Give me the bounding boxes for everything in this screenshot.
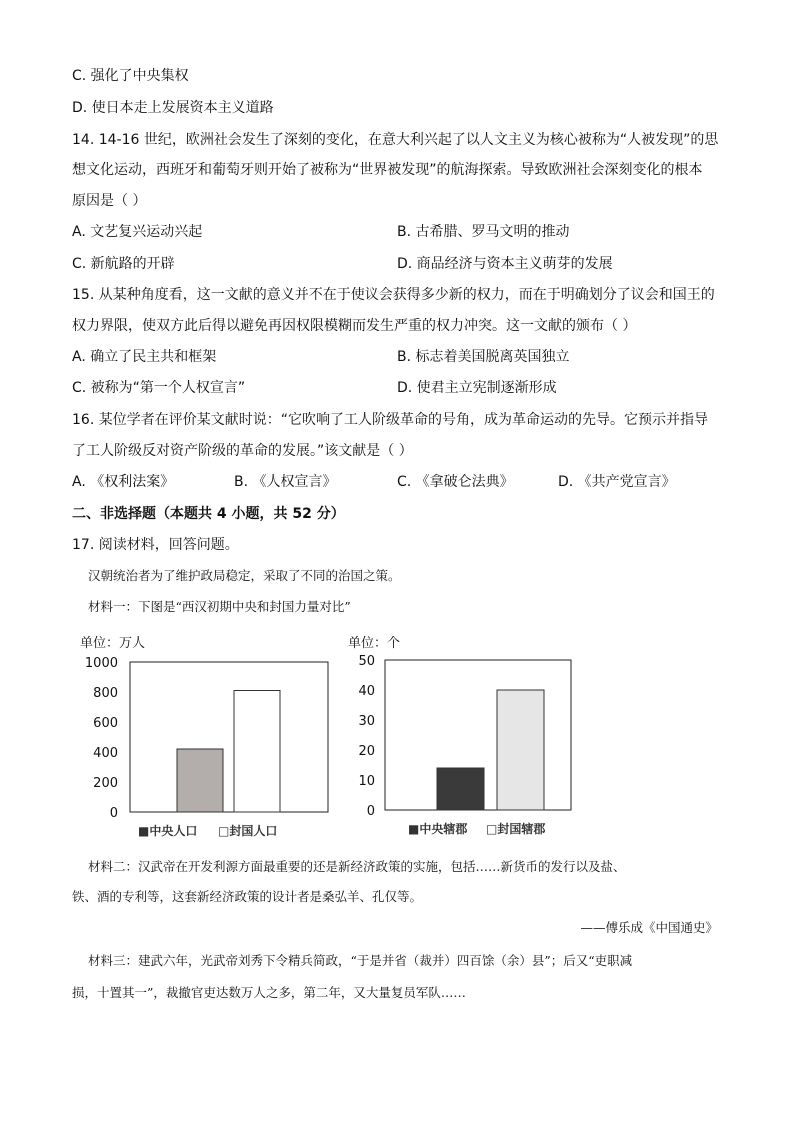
chart-1-frame — [130, 662, 328, 812]
q14-stem-line2: 想文化运动，西班牙和葡萄牙则开始了被称为“世界被发现”的航海探索。导致欧洲社会深刻变化的根本 — [72, 162, 703, 178]
q15-option-d: D. 使君主立宪制逐渐形成 — [397, 380, 557, 396]
q15-stem-line2: 权力界限，使双方此后得以避免再因权限模糊而发生严重的权力冲突。这一文献的颁布（ ） — [72, 318, 637, 334]
q14-stem-line1: 14. 14-16 世纪，欧洲社会发生了深刻的变化，在意大利兴起了以人文主义为核心被称为“人被发现”的思 — [72, 132, 719, 148]
chart-2-legend-item: ■中央辖郡 — [408, 822, 468, 836]
material-2-line1: 材料二：汉武帝在开发利源方面最重要的还是新经济政策的实施，包括……新货币的发行以及盐、 — [88, 859, 626, 874]
chart-2-bar — [497, 690, 544, 810]
section-heading: 二、非选择题（本题共 4 小题，共 52 分） — [72, 506, 345, 522]
chart-2-y-tick: 40 — [358, 684, 375, 699]
q14-option-d: D. 商品经济与资本主义萌芽的发展 — [397, 256, 613, 272]
material-2-source: ——傅乐成《中国通史》 — [580, 920, 718, 935]
q16-option-a: A. 《权利法案》 — [72, 474, 175, 490]
chart-2-y-tick: 50 — [358, 654, 375, 669]
chart-2-unit-label: 单位：个 — [348, 636, 401, 651]
q14-option-a: A. 文艺复兴运动兴起 — [72, 224, 203, 240]
material-1-caption: 材料一：下图是“西汉初期中央和封国力量对比” — [88, 599, 351, 614]
chart-2-legend-item: □封国辖郡 — [486, 822, 546, 836]
chart-1-y-tick: 1000 — [84, 656, 118, 671]
chart-1-y-tick: 400 — [93, 746, 118, 761]
q13-option-c: C. 强化了中央集权 — [72, 68, 189, 84]
q13-option-d: D. 使日本走上发展资本主义道路 — [72, 100, 274, 116]
chart-1-y-tick: 0 — [109, 806, 118, 821]
chart-2-y-tick: 0 — [366, 804, 375, 819]
q16-option-d: D. 《共产党宣言》 — [558, 474, 676, 490]
q14-option-c: C. 新航路的开辟 — [72, 256, 175, 272]
q14-stem-line3: 原因是（ ） — [72, 193, 147, 209]
q15-option-b: B. 标志着美国脱离英国独立 — [397, 349, 570, 365]
chart-1-bar — [177, 749, 223, 812]
q15-stem-line1: 15. 从某种角度看，这一文献的意义并不在于使议会获得多少新的权力，而在于明确划分了议会和国王的 — [72, 287, 715, 303]
chart-1-unit-label: 单位：万人 — [80, 636, 146, 651]
chart-2-bar — [437, 768, 484, 810]
q16-stem-line1: 16. 某位学者在评价某文献时说：“它吹响了工人阶级革命的号角，成为革命运动的先导。它预示并指导 — [72, 412, 708, 428]
chart-1-legend-item: □封国人口 — [218, 824, 278, 838]
chart-1-y-tick: 600 — [93, 716, 118, 731]
q17-stem: 17. 阅读材料，回答问题。 — [72, 537, 239, 553]
chart-1-y-tick: 200 — [93, 776, 118, 791]
q15-option-c: C. 被称为“第一个人权宣言” — [72, 380, 246, 396]
q16-option-b: B. 《人权宣言》 — [234, 474, 337, 490]
q15-option-a: A. 确立了民主共和框架 — [72, 349, 217, 365]
q14-option-b: B. 古希腊、罗马文明的推动 — [397, 224, 570, 240]
q16-option-c: C. 《拿破仑法典》 — [397, 474, 514, 490]
chart-2-frame — [385, 660, 571, 810]
chart-1-y-tick: 800 — [93, 686, 118, 701]
chart-2-y-tick: 30 — [358, 714, 375, 729]
chart-2-y-tick: 20 — [358, 744, 375, 759]
chart-1-bar — [234, 691, 280, 813]
material-intro: 汉朝统治者为了维护政局稳定，采取了不同的治国之策。 — [88, 568, 401, 583]
material-3-line1: 材料三：建武六年，光武帝刘秀下令精兵简政，“于是并省（裁并）四百馀（余）县”；后又“吏职减 — [88, 953, 633, 968]
material-2-line2: 铁、酒的专利等，这套新经济政策的设计者是桑弘羊、孔仅等。 — [72, 889, 423, 904]
chart-2-y-tick: 10 — [358, 774, 375, 789]
chart-1-legend-item: ■中央人口 — [138, 824, 198, 838]
q16-stem-line2: 了工人阶级反对资产阶级的革命的发展。”该文献是（ ） — [72, 443, 413, 459]
material-3-line2: 损，十置其一”，裁撤官吏达数万人之多，第二年，又大量复员军队…… — [72, 985, 466, 1000]
